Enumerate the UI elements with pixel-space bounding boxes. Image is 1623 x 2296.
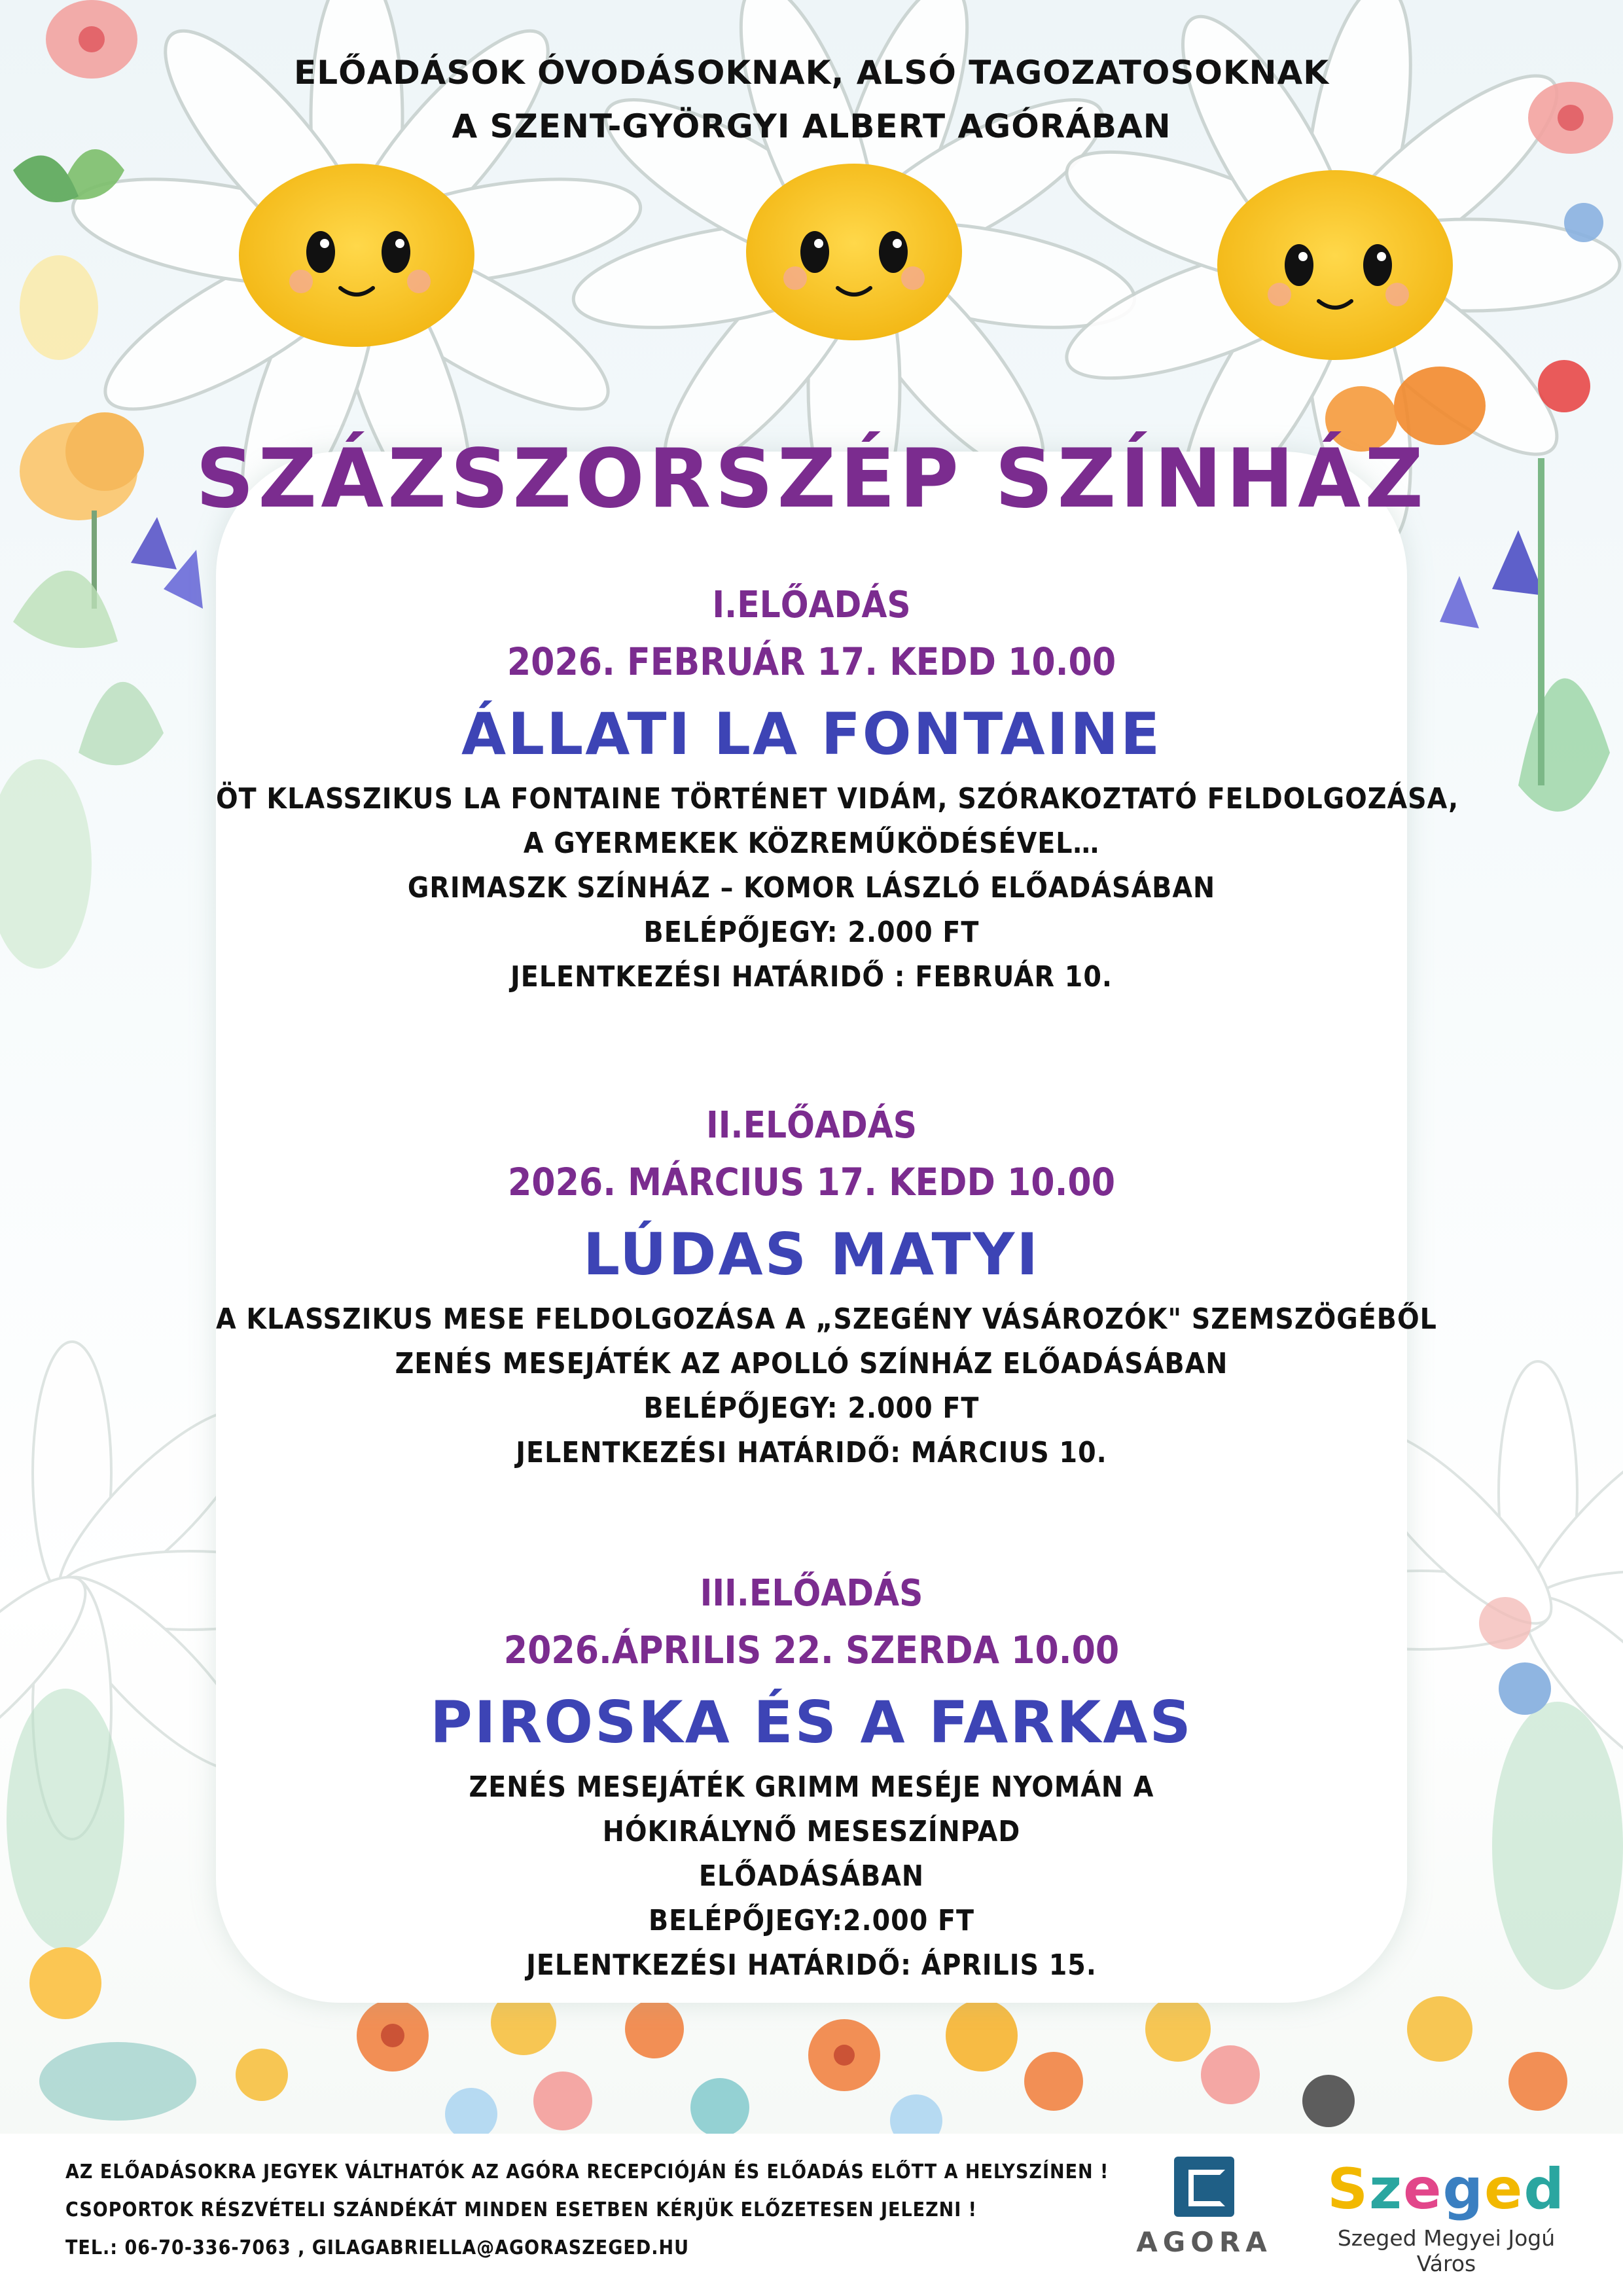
performance-line: ELŐADÁSÁBAN (698, 1859, 925, 1893)
performance-line: A GYERMEKEK KÖZREMŰKÖDÉSÉVEL… (523, 827, 1100, 860)
performance-line: ÖT KLASSZIKUS LA FONTAINE TÖRTÉNET VIDÁM, SZÓRAKOZTATÓ FELDOLGOZÁSA, (216, 782, 1459, 816)
page-title: SZÁZSZORSZÉP SZÍNHÁZ (196, 432, 1427, 526)
szeged-logo (1322, 2153, 1571, 2276)
performance-date: 2026. MÁRCIUS 17. KEDD 10.00 (507, 1160, 1116, 1204)
header (0, 46, 1623, 153)
szeged-letter: g (1442, 2157, 1484, 2222)
performance-label: I.ELŐADÁS (712, 584, 911, 626)
smiley-face-right-icon (1217, 170, 1453, 360)
performance-title: ÁLLATI LA FONTAINE (461, 700, 1162, 768)
footer-line-2: CSOPORTOK RÉSZVÉTELI SZÁNDÉKÁT MINDEN ESETBEN KÉRJÜK ELŐZETESEN JELEZNI ! (65, 2198, 977, 2221)
performance-line: BELÉPŐJEGY: 2.000 FT (643, 1391, 980, 1425)
performance-label: III.ELŐADÁS (700, 1572, 923, 1615)
agora-square-icon (1174, 2157, 1234, 2217)
performance-date: 2026. FEBRUÁR 17. KEDD 10.00 (507, 639, 1116, 684)
performance-label: II.ELŐADÁS (705, 1104, 918, 1147)
performance-line: BELÉPŐJEGY:2.000 FT (648, 1904, 975, 1937)
footer-line-3: TEL.: 06-70-336-7063 , GILAGABRIELLA@AGORASZEGED.HU (65, 2236, 689, 2259)
header-line-2: A SZENT-GYÖRGYI ALBERT AGÓRÁBAN (452, 107, 1171, 145)
szeged-letter: z (1369, 2157, 1404, 2222)
performance-date: 2026.ÁPRILIS 22. SZERDA 10.00 (503, 1628, 1120, 1672)
szeged-subtitle: Szeged Megyei Jogú Város (1337, 2225, 1556, 2276)
performance-line: ZENÉS MESEJÁTÉK AZ APOLLÓ SZÍNHÁZ ELŐADÁSÁBAN (395, 1347, 1228, 1380)
performance-line: JELENTKEZÉSI HATÁRIDŐ: MÁRCIUS 10. (516, 1436, 1107, 1469)
smiley-face-left-icon (239, 164, 474, 347)
footer-info (65, 2153, 1109, 2267)
szeged-wordmark (1322, 2153, 1571, 2225)
agora-wordmark: AGORA (1136, 2226, 1272, 2258)
performance-title: PIROSKA ÉS A FARKAS (430, 1689, 1193, 1756)
footer (0, 2134, 1623, 2296)
szeged-letter: e (1484, 2157, 1524, 2222)
szeged-letter: S (1327, 2157, 1370, 2222)
performance-3 (216, 1568, 1407, 1988)
szeged-letter: e (1403, 2157, 1443, 2222)
performance-line: GRIMASZK SZÍNHÁZ – KOMOR LÁSZLÓ ELŐADÁSÁBAN (407, 871, 1216, 905)
footer-line-1: AZ ELŐADÁSOKRA JEGYEK VÁLTHATÓK AZ AGÓRA RECEPCIÓJÁN ÉS ELŐADÁS ELŐTT A HELYSZÍNEN ! (65, 2161, 1109, 2183)
performance-line: BELÉPŐJEGY: 2.000 FT (643, 916, 980, 949)
performance-1 (216, 579, 1459, 999)
performance-line: A KLASSZIKUS MESE FELDOLGOZÁSA A „SZEGÉNY VÁSÁROZÓK" SZEMSZÖGÉBŐL (216, 1302, 1437, 1336)
agora-logo (1126, 2157, 1283, 2274)
performance-line: JELENTKEZÉSI HATÁRIDŐ : FEBRUÁR 10. (510, 960, 1113, 994)
smiley-face-middle-icon (746, 164, 962, 340)
szeged-letter: d (1524, 2157, 1565, 2222)
performance-2 (216, 1100, 1437, 1475)
performance-title: LÚDAS MATYI (583, 1221, 1040, 1288)
performance-line: ZENÉS MESEJÁTÉK GRIMM MESÉJE NYOMÁN A (469, 1770, 1154, 1804)
performance-line: HÓKIRÁLYNŐ MESESZÍNPAD (602, 1815, 1021, 1848)
header-line-1: ELŐADÁSOK ÓVODÁSOKNAK, ALSÓ TAGOZATOSOKNAK (294, 54, 1329, 92)
performance-line: JELENTKEZÉSI HATÁRIDŐ: ÁPRILIS 15. (526, 1948, 1097, 1982)
